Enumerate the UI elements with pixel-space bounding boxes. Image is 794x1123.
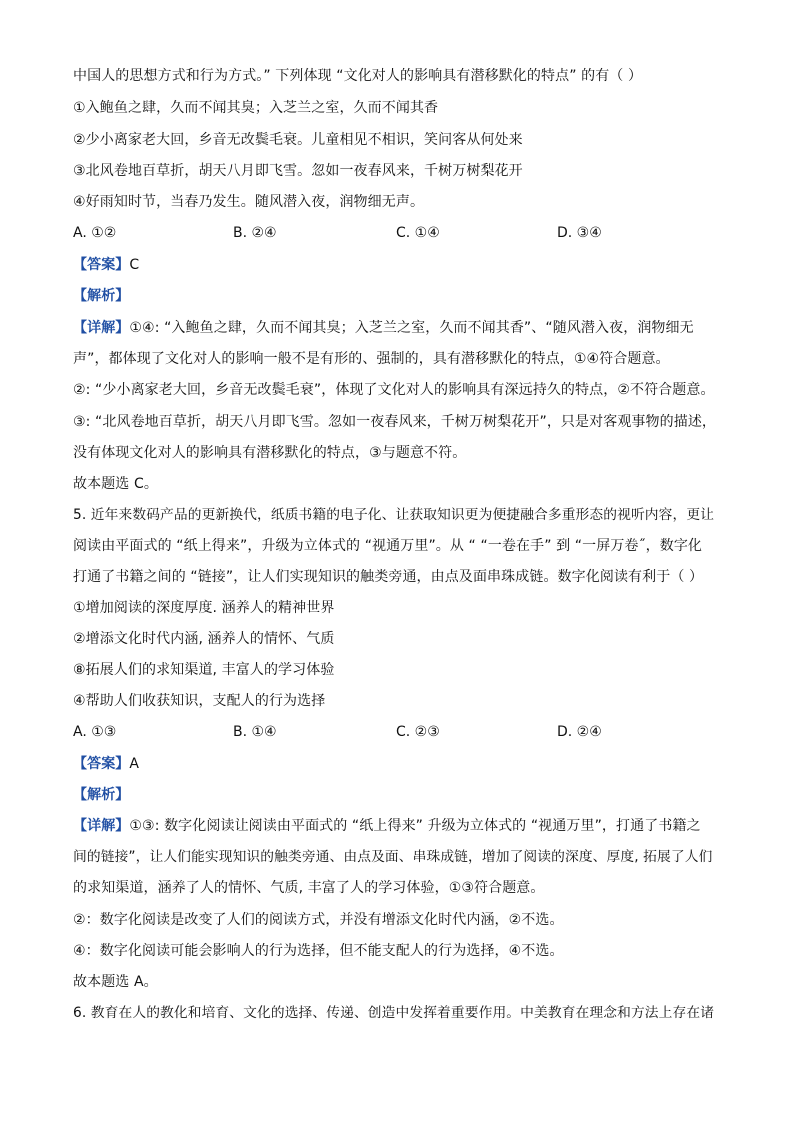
q4-option-b: B. ②④	[233, 225, 277, 241]
q5-answer-value: A	[129, 756, 140, 772]
q4-item-2: ②少小离家老大回，乡音无改鬓毛衰。儿童相见不相识，笑问客从何处来	[73, 132, 523, 148]
q5-option-d: D. ②④	[557, 724, 602, 740]
q4-analysis-tag: 【解析】	[73, 288, 130, 304]
q5-option-c: C. ②③	[396, 724, 440, 740]
q4-stem-tail: 中国人的思想方式和行为方式。” 下列体现 “文化对人的影响具有潜移默化的特点” 的有（ ）	[73, 68, 643, 84]
q4-answer-line	[73, 256, 723, 274]
q4-item-3: ③北风卷地百草折，胡天八月即飞雪。忽如一夜春风来，千树万树梨花开	[73, 163, 523, 179]
q5-item-4: ④帮助人们收获知识，支配人的行为选择	[73, 693, 326, 709]
q6-stem-line-1: 6. 教育在人的教化和培育、文化的选择、传递、创造中发挥着重要作用。中美教育在理念和方法上存在诸	[73, 1005, 715, 1021]
q4-answer-tag: 【答案】	[73, 257, 130, 273]
q4-answer-value: C	[129, 257, 140, 273]
q5-item-1: ①增加阅读的深度厚度. 涵养人的精神世界	[73, 600, 335, 616]
q4-conclusion: 故本题选 C。	[73, 476, 158, 492]
q5-analysis-line	[73, 786, 723, 804]
q5-option-a: A. ①③	[73, 724, 117, 740]
q4-detail-tag: 【详解】	[73, 320, 130, 336]
q4-option-d: D. ③④	[557, 225, 602, 241]
q5-detail-line-1	[73, 817, 723, 835]
q4-detail-line-3: ②: “少小离家老大回，乡音无改鬓毛衰”，体现了文化对人的影响具有深远持久的特点，②不符合题意。	[73, 382, 715, 398]
q4-detail-text-1: ①④: “入鲍鱼之肆，久而不闻其臭；入芝兰之室，久而不闻其香”、“随风潜入夜，润物细无	[129, 320, 694, 336]
q5-analysis-tag: 【解析】	[73, 787, 130, 803]
q4-item-1: ①入鲍鱼之肆，久而不闻其臭；入芝兰之室，久而不闻其香	[73, 100, 439, 116]
q5-detail-text-1: ①③: 数字化阅读让阅读由平面式的 “纸上得来” 升级为立体式的 “视通万里”，打通了书籍之	[129, 818, 701, 834]
q4-detail-line-1	[73, 319, 723, 337]
q4-option-a: A. ①②	[73, 225, 117, 241]
q5-detail-line-3: 的求知渠道，涵养了人的情怀、气质, 丰富了人的学习体验，①③符合题意。	[73, 880, 545, 896]
q4-item-4: ④好雨知时节，当春乃发生。随风潜入夜，润物细无声。	[73, 194, 425, 210]
q5-detail-line-4: ②：数字化阅读是改变了人们的阅读方式，并没有增添文化时代内涵，②不选。	[73, 912, 564, 928]
q5-answer-tag: 【答案】	[73, 756, 130, 772]
q4-analysis-line	[73, 287, 723, 305]
q5-stem-line-1: 5. 近年来数码产品的更新换代，纸质书籍的电子化、让获取知识更为便捷融合多重形态的视听内容，更让	[73, 507, 715, 523]
q5-conclusion: 故本题选 A。	[73, 974, 158, 990]
q5-option-b: B. ①④	[233, 724, 277, 740]
q5-detail-tag: 【详解】	[73, 818, 130, 834]
q4-detail-line-4: ③: “北风卷地百草折，胡天八月即飞雪。忽如一夜春风来，千树万树梨花开”，只是对客观事物的描述，	[73, 414, 717, 430]
q5-stem-line-2: 阅读由平面式的 “纸上得来”，升级为立体式的 “视通万里”。从 “ “一卷在手” 到 “一屏万卷˝，数字化	[73, 538, 703, 554]
q5-item-2: ②增添文化时代内涵, 涵养人的情怀、气质	[73, 631, 335, 647]
q4-option-c: C. ①④	[396, 225, 440, 241]
q4-detail-line-5: 没有体现文化对人的影响具有潜移默化的特点，③与题意不符。	[73, 445, 467, 461]
q5-detail-line-5: ④：数字化阅读可能会影响人的行为选择，但不能支配人的行为选择，④不选。	[73, 943, 564, 959]
q5-item-3: ⑧拓展人们的求知渠道, 丰富人的学习体验	[73, 662, 335, 678]
q4-detail-line-2: 声”，都体现了文化对人的影响一般不是有形的、强制的，具有潜移默化的特点，①④符合题意。	[73, 351, 670, 367]
q5-stem-line-3: 打通了书籍之间的 “链接”，让人们实现知识的触类旁通，由点及面串珠成链。数字化阅读有利于（ ）	[73, 569, 704, 585]
q5-answer-line	[73, 755, 723, 773]
q5-detail-line-2: 间的链接”，让人们能实现知识的触类旁通、由点及面、串珠成链，增加了阅读的深度、厚度, 拓展了人们	[73, 849, 713, 865]
